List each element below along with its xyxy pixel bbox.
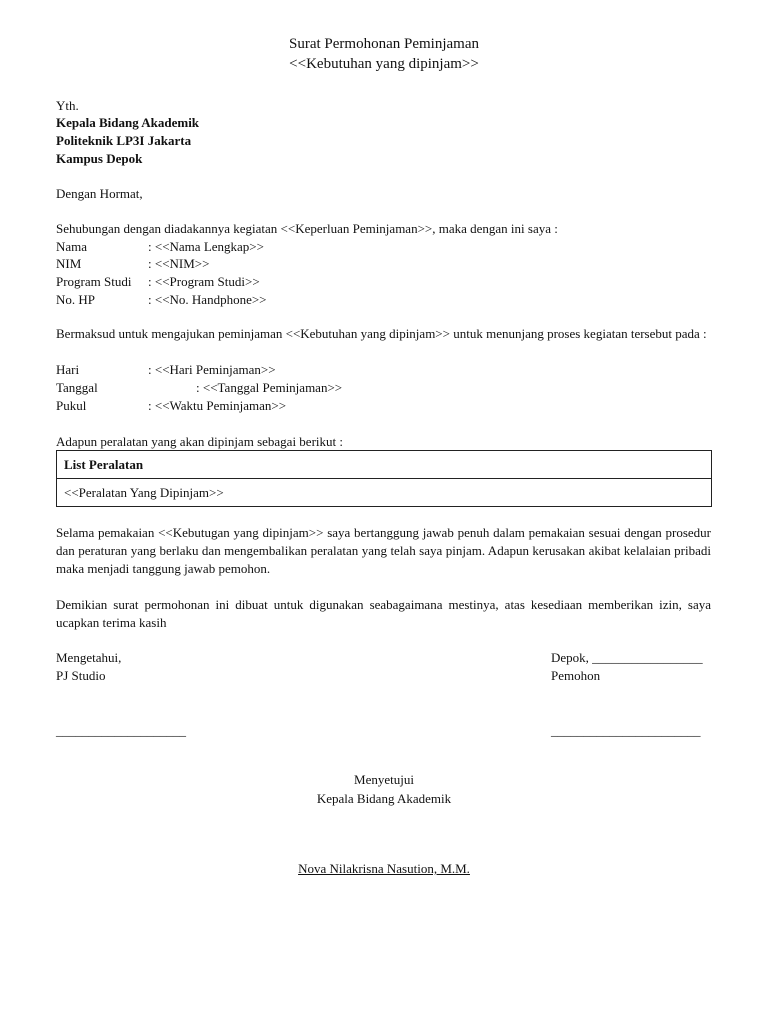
- recipient-salutation: Yth.: [56, 98, 79, 113]
- approver-name-row: [0, 860, 768, 877]
- right-signature-place-date: Depok, _________________: [551, 650, 703, 665]
- table-row: [57, 479, 712, 507]
- equipment-table: [56, 450, 712, 507]
- purpose-paragraph: Bermaksud untuk mengajukan peminjaman <<Kebutuhan yang dipinjam>> untuk menunjang proses kegiatan tersebut pada :: [56, 326, 707, 341]
- equipment-table-cell: <<Peralatan Yang Dipinjam>>: [57, 479, 712, 507]
- left-signature-line: ____________________: [56, 723, 186, 738]
- greeting: Dengan Hormat,: [56, 186, 143, 201]
- approval-heading: Menyetujui: [354, 772, 414, 787]
- applicant-nim-label: NIM: [56, 256, 82, 271]
- letter-subtitle: <<Kebutuhan yang dipinjam>>: [289, 56, 479, 72]
- letter-title: Surat Permohonan Peminjaman: [289, 36, 479, 52]
- applicant-phone-label: No. HP: [56, 292, 96, 307]
- responsibility-paragraph: Selama pemakaian <<Kebutugan yang dipinjam>> saya bertanggung jawab penuh dalam pemakaian sesuai dengan prosedur dan peraturan yang berlaku dan mengembalikan peralatan yang telah saya pinjam. Adapun kerusakan akibat kelalaian pribadi maka menjadi tanggung jawab pemohon.: [56, 525, 711, 576]
- applicant-program-label: Program Studi: [56, 274, 132, 289]
- approver-name: Nova Nilakrisna Nasution, M.M.: [298, 861, 470, 876]
- schedule-date-value: : <<Tanggal Peminjaman>>: [196, 380, 343, 395]
- equipment-table-header-row: [57, 451, 712, 479]
- right-signature-role: Pemohon: [551, 668, 601, 683]
- applicant-phone-value: : <<No. Handphone>>: [148, 292, 267, 307]
- schedule-day-label: Hari: [56, 362, 80, 377]
- applicant-program-value: : <<Program Studi>>: [148, 274, 260, 289]
- equipment-table-header: List Peralatan: [57, 451, 712, 479]
- schedule-day-value: : <<Hari Peminjaman>>: [148, 362, 276, 377]
- intro-paragraph: Sehubungan dengan diadakannya kegiatan <<Keperluan Peminjaman>>, maka dengan ini saya :: [56, 221, 558, 236]
- left-signature-heading: Mengetahui,: [56, 650, 122, 665]
- recipient-line-1: Kepala Bidang Akademik: [56, 115, 200, 130]
- left-signature-role: PJ Studio: [56, 668, 106, 683]
- applicant-name-label: Nama: [56, 239, 88, 254]
- schedule-time-value: : <<Waktu Peminjaman>>: [148, 398, 287, 413]
- recipient-line-3: Kampus Depok: [56, 151, 143, 166]
- applicant-nim-value: : <<NIM>>: [148, 256, 210, 271]
- applicant-name-value: : <<Nama Lengkap>>: [148, 239, 264, 254]
- equipment-intro: Adapun peralatan yang akan dipinjam sebagai berikut :: [56, 434, 343, 449]
- right-signature-line: _______________________: [551, 723, 701, 738]
- approval-role: Kepala Bidang Akademik: [316, 791, 452, 806]
- schedule-time-label: Pukul: [56, 398, 87, 413]
- closing-paragraph: Demikian surat permohonan ini dibuat untuk digunakan seabagaimana mestinya, atas kesediaan memberikan izin, saya ucapkan terima kasih: [56, 597, 711, 630]
- recipient-line-2: Politeknik LP3I Jakarta: [56, 133, 192, 148]
- schedule-date-label: Tanggal: [56, 380, 98, 395]
